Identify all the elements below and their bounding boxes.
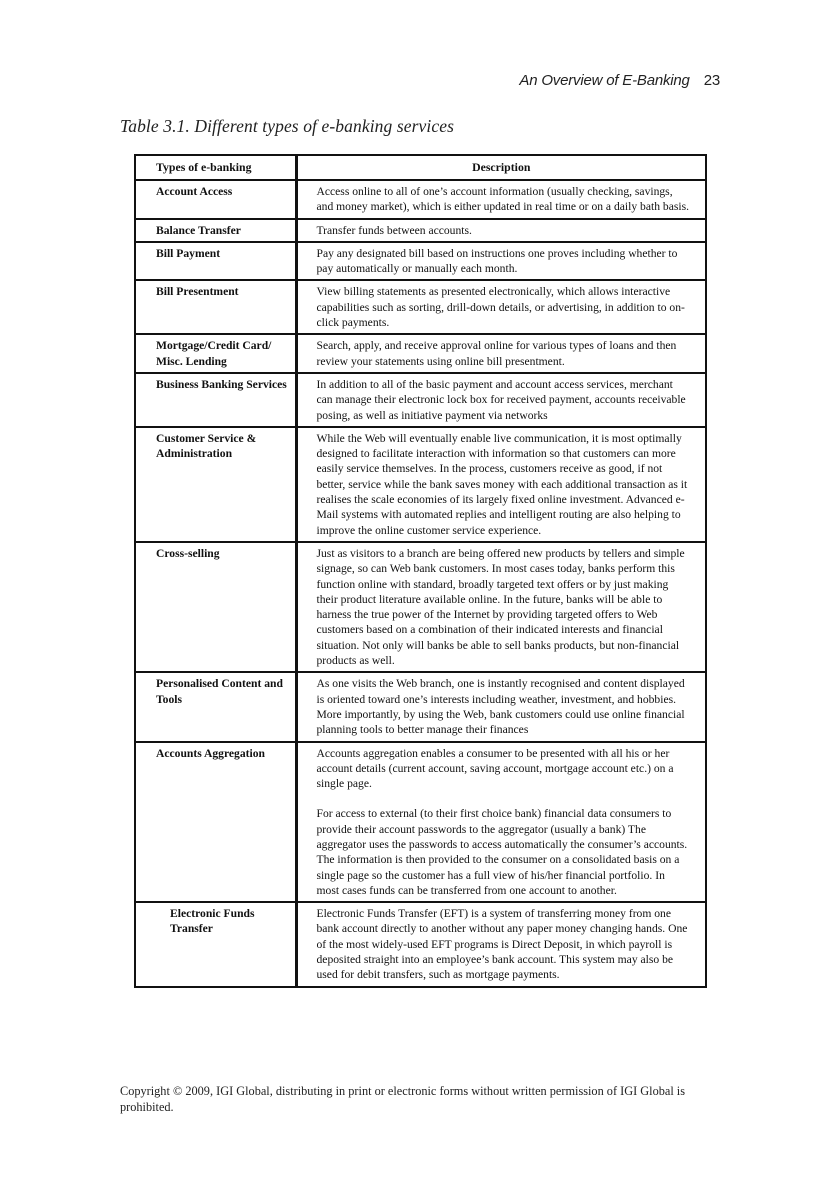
service-type: Account Access [135,180,296,219]
description-paragraph: While the Web will eventually enable live communication, it is most optimally designed to facilitate interaction with information so that customers can more easily service themselves. In the process, customers receive as good, if not better, service while the bank saves money with each additional transaction as it realises the scale economies of its largely fixed online investment. Advanced e-Mail systems with automated replies and intelligent routing are also helping to improve the online customer service experience. [316,431,688,537]
description-paragraph: Search, apply, and receive approval online for various types of loans and then review your statements using online bill presentment. [316,339,677,368]
table-row [135,242,706,281]
service-type: Accounts Aggregation [135,742,296,903]
service-type: Bill Presentment [135,280,296,334]
description-paragraph: As one visits the Web branch, one is instantly recognised and content displayed is oriented toward one’s interests including weather, investment, and hobbies. More importantly, by using the Web, bank customers could use online financial planning tools to better manage their finances [316,677,685,737]
service-description [296,373,706,427]
service-type: Balance Transfer [135,219,296,242]
table-row [135,219,706,242]
description-paragraph: Electronic Funds Transfer (EFT) is a system of transferring money from one bank account directly to another without any paper money changing hands. One of the most widely-used EFT programs is Direct Deposit, in which payroll is deposited straight into an employee’s bank account. This system may also be used for debit transfers, such as mortgage payments. [316,907,688,982]
table-row [135,334,706,373]
page-number: 23 [703,72,720,89]
service-description [296,427,706,542]
table-row [135,742,706,903]
table-row [135,373,706,427]
service-description [296,742,706,903]
table-row [135,427,706,542]
service-description [296,219,706,242]
description-paragraph: View billing statements as presented electronically, which allows interactive capabilities such as sorting, drill-down details, or advertising, in addition to on-click payments. [316,285,685,330]
service-description [296,334,706,373]
table-container [134,154,705,988]
column-header-types: Types of e-banking [135,155,296,180]
e-banking-services-table [134,154,707,988]
service-type: Bill Payment [135,242,296,281]
service-description [296,280,706,334]
service-description [296,542,706,672]
description-paragraph: Just as visitors to a branch are being offered new products by tellers and simple signage, so can Web bank customers. In most cases today, banks perform this function online with standard, broadly targeted text offers or by just making their product literature available online. In the future, banks will be able to harness the true power of the Internet by providing targeted offers to Web customers based on a combination of their indicated interests and financial situation. Not only will banks be able to sell banks products, but non-financial products as well. [316,546,685,668]
description-paragraph: Access online to all of one’s account information (usually checking, savings, and money market), which is either updated in real time or on a daily bath basis. [316,185,690,214]
table-row [135,542,706,672]
table-row [135,672,706,741]
service-type: Customer Service & Administration [135,427,296,542]
description-paragraph: Pay any designated bill based on instructions one proves including whether to pay automatically or manually each month. [316,246,678,276]
description-paragraph: In addition to all of the basic payment and account access services, merchant can manage their electronic lock box for received payment, accounts receivable posing, as well as initiative payment via networks [316,377,686,422]
table-row [135,180,706,219]
table-header-row [135,155,706,180]
table-row [135,902,706,986]
service-description [296,672,706,741]
description-paragraph: Accounts aggregation enables a consumer to be presented with all his or her account details (current account, saving account, mortgage account etc.) on a single page. [316,746,674,791]
service-description [296,180,706,219]
table-row [135,280,706,334]
description-paragraph: For access to external (to their first choice bank) financial data consumers to provide their account passwords to the aggregator (usually a bank) The aggregator uses the passwords to access automatically the consumer’s accounts. The information is then provided to the consumer on a consolidated basis on a single page so the customer has a full view of his/her financial portfolio. In most cases funds can be transferred from one account to another. [316,807,688,897]
description-paragraph: Transfer funds between accounts. [316,223,472,237]
service-description [296,902,706,986]
service-type: Business Banking Services [135,373,296,427]
service-description [296,242,706,281]
running-title: An Overview of E-Banking [519,72,690,89]
service-type: Cross-selling [135,542,296,672]
column-header-description: Description [296,155,706,180]
table-caption: Table 3.1. Different types of e-banking services [120,116,454,136]
service-type: Personalised Content and Tools [135,672,296,741]
service-type: Mortgage/Credit Card/ Misc. Lending [135,334,296,373]
copyright-notice: Copyright © 2009, IGI Global, distributing in print or electronic forms without written permission of IGI Global is prohibited. [120,1084,686,1114]
service-type: Electronic Funds Transfer [135,902,296,986]
running-header [519,72,720,89]
